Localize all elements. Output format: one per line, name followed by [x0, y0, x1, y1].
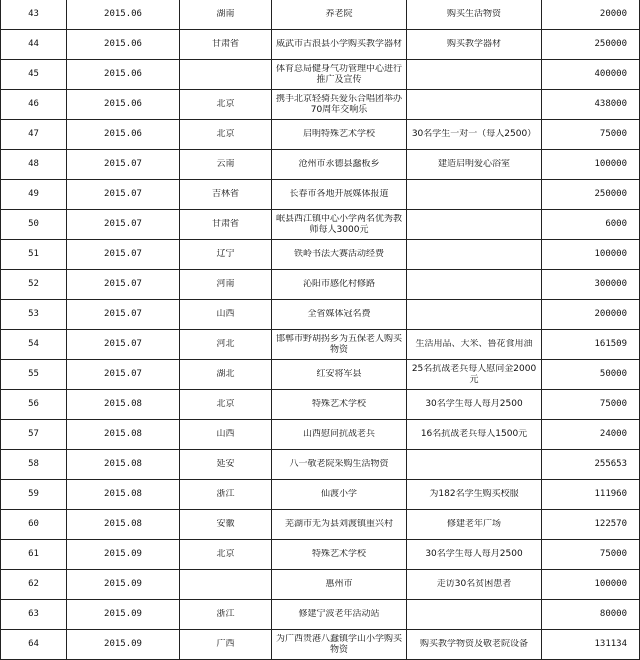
cell-content	[407, 390, 542, 420]
cell-index-text: 63	[28, 609, 39, 619]
cell-region-text: 甘肃省	[211, 39, 239, 49]
table-row	[1, 0, 640, 30]
cell-region-text: 浙江	[216, 489, 235, 499]
cell-amount-text: 80000	[599, 609, 627, 619]
cell-amount-text: 20000	[599, 9, 627, 19]
cell-region	[180, 0, 272, 30]
cell-project	[272, 30, 407, 60]
cell-content	[407, 510, 542, 540]
cell-content	[407, 120, 542, 150]
cell-content	[407, 240, 542, 270]
cell-date-text: 2015.09	[104, 579, 142, 589]
cell-amount-text: 122570	[594, 519, 627, 529]
cell-index-text: 58	[28, 459, 39, 469]
cell-amount-text: 161509	[594, 339, 627, 349]
cell-amount	[542, 540, 640, 570]
cell-index	[1, 30, 67, 60]
cell-index	[1, 120, 67, 150]
cell-date-text: 2015.08	[104, 489, 142, 499]
cell-date-text: 2015.06	[104, 9, 142, 19]
cell-region	[180, 30, 272, 60]
cell-index-text: 52	[28, 279, 39, 289]
cell-date	[67, 570, 180, 600]
cell-content	[407, 450, 542, 480]
cell-project-text: 体育总局健身气功管理中心进行推广及宣传	[275, 63, 402, 85]
cell-region	[180, 570, 272, 600]
cell-region-text: 北京	[216, 129, 235, 139]
table-row	[1, 450, 640, 480]
cell-amount-text: 100000	[594, 249, 627, 259]
cell-date-text: 2015.06	[104, 69, 142, 79]
cell-amount-text: 111960	[594, 489, 627, 499]
cell-region-text: 广西	[216, 639, 235, 649]
table-body	[1, 0, 640, 660]
cell-amount	[542, 270, 640, 300]
cell-content-text: 建造启明爱心浴室	[437, 159, 510, 169]
cell-content-text: 30名学生每人每月2500	[425, 399, 523, 409]
cell-date	[67, 630, 180, 660]
cell-amount-text: 200000	[594, 309, 627, 319]
cell-index-text: 62	[28, 579, 39, 589]
table-row	[1, 600, 640, 630]
cell-amount	[542, 630, 640, 660]
cell-region	[180, 480, 272, 510]
cell-region-text: 北京	[216, 399, 235, 409]
cell-index-text: 45	[28, 69, 39, 79]
cell-index	[1, 600, 67, 630]
cell-date-text: 2015.07	[104, 219, 142, 229]
cell-project	[272, 210, 407, 240]
cell-index	[1, 330, 67, 360]
cell-region	[180, 330, 272, 360]
cell-date-text: 2015.09	[104, 549, 142, 559]
cell-amount-text: 24000	[599, 429, 627, 439]
cell-region-text: 山西	[216, 309, 235, 319]
table-row	[1, 210, 640, 240]
cell-region-text: 湖北	[216, 369, 235, 379]
cell-date	[67, 330, 180, 360]
cell-region	[180, 360, 272, 390]
cell-content	[407, 330, 542, 360]
cell-region	[180, 540, 272, 570]
cell-date-text: 2015.07	[104, 159, 142, 169]
cell-project-text: 特殊艺术学校	[311, 549, 366, 559]
cell-amount-text: 6000	[605, 219, 627, 229]
cell-project	[272, 270, 407, 300]
cell-project-text: 仙渡小学	[320, 489, 357, 499]
cell-project	[272, 570, 407, 600]
cell-region-text: 河北	[216, 339, 235, 349]
cell-project	[272, 480, 407, 510]
table-row	[1, 390, 640, 420]
cell-amount-text: 50000	[599, 369, 627, 379]
cell-amount-text: 438000	[594, 99, 627, 109]
cell-project	[272, 630, 407, 660]
cell-date-text: 2015.06	[104, 39, 142, 49]
table-row	[1, 150, 640, 180]
cell-date	[67, 0, 180, 30]
cell-project	[272, 330, 407, 360]
cell-project-text: 沧州市永德县蠢板乡	[298, 159, 380, 169]
cell-content	[407, 300, 542, 330]
cell-index-text: 64	[28, 639, 39, 649]
cell-project	[272, 180, 407, 210]
cell-date	[67, 210, 180, 240]
cell-project	[272, 120, 407, 150]
cell-amount-text: 300000	[594, 279, 627, 289]
cell-amount-text: 250000	[594, 39, 627, 49]
cell-amount	[542, 120, 640, 150]
cell-date-text: 2015.09	[104, 639, 142, 649]
cell-index-text: 48	[28, 159, 39, 169]
cell-amount-text: 100000	[594, 579, 627, 589]
table-row	[1, 420, 640, 450]
cell-index	[1, 570, 67, 600]
cell-project	[272, 510, 407, 540]
cell-index	[1, 240, 67, 270]
cell-index-text: 60	[28, 519, 39, 529]
cell-project-text: 邯郸市野胡拐乡为五保老人购买物资	[275, 333, 402, 355]
cell-index-text: 46	[28, 99, 39, 109]
cell-index-text: 55	[28, 369, 39, 379]
cell-project	[272, 360, 407, 390]
cell-region	[180, 150, 272, 180]
cell-content-text: 30名学生一对一（每人2500）	[411, 129, 537, 139]
cell-content	[407, 210, 542, 240]
cell-project-text: 携手北京轻骑兵爱乐合唱团举办70周年交响乐	[275, 93, 402, 115]
cell-content-text: 为182名学生购买校服	[429, 489, 519, 499]
cell-content	[407, 480, 542, 510]
cell-index-text: 54	[28, 339, 39, 349]
cell-date	[67, 510, 180, 540]
cell-project	[272, 90, 407, 120]
table-row	[1, 270, 640, 300]
cell-amount-text: 100000	[594, 159, 627, 169]
cell-amount-text: 400000	[594, 69, 627, 79]
cell-project-text: 芜湖市无为县刘渡镇重兴村	[284, 519, 393, 529]
cell-region-text: 安徽	[216, 519, 235, 529]
cell-amount	[542, 360, 640, 390]
cell-index	[1, 360, 67, 390]
cell-amount-text: 250000	[594, 189, 627, 199]
cell-content-text: 25名抗战老兵每人慰问金2000元	[411, 363, 537, 385]
cell-region-text: 河南	[216, 279, 235, 289]
cell-content	[407, 360, 542, 390]
cell-region	[180, 390, 272, 420]
cell-project	[272, 60, 407, 90]
cell-amount	[542, 600, 640, 630]
cell-amount	[542, 90, 640, 120]
cell-project-text: 修建宁波老年活动站	[298, 609, 380, 619]
cell-amount	[542, 210, 640, 240]
cell-amount	[542, 420, 640, 450]
cell-content-text: 购买教学物资及敬老院设备	[419, 639, 528, 649]
cell-content	[407, 0, 542, 30]
cell-content-text: 生活用品、大米、鲁花食用油	[415, 339, 533, 349]
cell-content-text: 修建老年广场	[446, 519, 501, 529]
table-row	[1, 360, 640, 390]
cell-date	[67, 540, 180, 570]
cell-project-text: 山西慰问抗战老兵	[302, 429, 375, 439]
cell-date	[67, 30, 180, 60]
table-row	[1, 180, 640, 210]
cell-content	[407, 630, 542, 660]
cell-date	[67, 60, 180, 90]
table-row	[1, 540, 640, 570]
cell-amount	[542, 450, 640, 480]
cell-index	[1, 180, 67, 210]
cell-project-text: 威武市古浪县小学购买教学器材	[275, 39, 402, 49]
cell-project	[272, 150, 407, 180]
cell-date	[67, 360, 180, 390]
cell-region-text: 湖南	[216, 9, 235, 19]
cell-project-text: 沁阳市感化村修路	[302, 279, 375, 289]
cell-amount	[542, 150, 640, 180]
cell-project	[272, 420, 407, 450]
cell-project	[272, 300, 407, 330]
cell-project	[272, 390, 407, 420]
cell-index	[1, 630, 67, 660]
cell-index-text: 43	[28, 9, 39, 19]
cell-region	[180, 210, 272, 240]
cell-index	[1, 480, 67, 510]
cell-amount	[542, 390, 640, 420]
cell-content-text: 30名学生每人每月2500	[425, 549, 523, 559]
cell-amount	[542, 30, 640, 60]
cell-project-text: 为广西贵港八蠢镇学山小学购买物资	[275, 633, 402, 655]
cell-amount-text: 131134	[594, 639, 627, 649]
cell-index	[1, 60, 67, 90]
cell-project-text: 岷县西江镇中心小学两名优秀教师每人3000元	[275, 213, 402, 235]
cell-index	[1, 0, 67, 30]
cell-index-text: 56	[28, 399, 39, 409]
cell-index-text: 44	[28, 39, 39, 49]
cell-project-text: 启明特殊艺术学校	[302, 129, 375, 139]
cell-index	[1, 210, 67, 240]
cell-content	[407, 270, 542, 300]
cell-amount	[542, 510, 640, 540]
cell-project-text: 长春市各地开展媒体报道	[289, 189, 389, 199]
cell-content	[407, 150, 542, 180]
cell-region-text: 北京	[216, 549, 235, 559]
table-row	[1, 630, 640, 660]
cell-region	[180, 510, 272, 540]
cell-index	[1, 270, 67, 300]
cell-amount	[542, 240, 640, 270]
cell-date-text: 2015.07	[104, 369, 142, 379]
cell-date	[67, 150, 180, 180]
cell-region-text: 云南	[216, 159, 235, 169]
cell-date-text: 2015.06	[104, 99, 142, 109]
cell-index	[1, 90, 67, 120]
cell-project-text: 惠州市	[325, 579, 353, 589]
table-row	[1, 480, 640, 510]
cell-content	[407, 420, 542, 450]
cell-amount	[542, 300, 640, 330]
cell-date-text: 2015.07	[104, 309, 142, 319]
cell-amount-text: 75000	[599, 129, 627, 139]
cell-project-text: 铁岭书法大赛活动经费	[293, 249, 384, 259]
cell-amount	[542, 570, 640, 600]
cell-content	[407, 570, 542, 600]
table-row	[1, 330, 640, 360]
cell-date-text: 2015.07	[104, 189, 142, 199]
cell-region	[180, 420, 272, 450]
cell-index	[1, 510, 67, 540]
cell-content-text: 16名抗战老兵每人1500元	[420, 429, 528, 439]
cell-region-text: 甘肃省	[211, 219, 239, 229]
table-row	[1, 60, 640, 90]
cell-date-text: 2015.08	[104, 399, 142, 409]
table-row	[1, 90, 640, 120]
cell-amount	[542, 60, 640, 90]
cell-region	[180, 120, 272, 150]
cell-date-text: 2015.09	[104, 609, 142, 619]
cell-project	[272, 240, 407, 270]
cell-region-text: 吉林省	[211, 189, 239, 199]
cell-index	[1, 150, 67, 180]
cell-index-text: 53	[28, 309, 39, 319]
cell-amount	[542, 330, 640, 360]
cell-index	[1, 540, 67, 570]
cell-index-text: 61	[28, 549, 39, 559]
cell-date	[67, 450, 180, 480]
table-row	[1, 120, 640, 150]
cell-region	[180, 450, 272, 480]
cell-amount-text: 75000	[599, 399, 627, 409]
cell-region	[180, 180, 272, 210]
cell-project	[272, 0, 407, 30]
cell-date	[67, 270, 180, 300]
cell-content-text: 购买教学器材	[446, 39, 501, 49]
cell-content	[407, 180, 542, 210]
cell-region-text: 延安	[216, 459, 235, 469]
cell-index-text: 50	[28, 219, 39, 229]
cell-content	[407, 90, 542, 120]
cell-region-text: 浙江	[216, 609, 235, 619]
cell-content	[407, 540, 542, 570]
cell-date	[67, 480, 180, 510]
cell-amount-text: 75000	[599, 549, 627, 559]
cell-project-text: 红安将军县	[316, 369, 362, 379]
cell-index-text: 47	[28, 129, 39, 139]
table-row	[1, 510, 640, 540]
cell-region	[180, 90, 272, 120]
cell-project-text: 养老院	[325, 9, 353, 19]
cell-date-text: 2015.07	[104, 249, 142, 259]
cell-content	[407, 60, 542, 90]
cell-index	[1, 300, 67, 330]
cell-date-text: 2015.08	[104, 459, 142, 469]
cell-date	[67, 420, 180, 450]
cell-region	[180, 60, 272, 90]
cell-date-text: 2015.07	[104, 339, 142, 349]
cell-project	[272, 450, 407, 480]
cell-region	[180, 240, 272, 270]
cell-project-text: 八一敬老院采购生活物资	[289, 459, 389, 469]
cell-date-text: 2015.07	[104, 279, 142, 289]
cell-project-text: 特殊艺术学校	[311, 399, 366, 409]
cell-project	[272, 540, 407, 570]
cell-index-text: 59	[28, 489, 39, 499]
cell-index	[1, 390, 67, 420]
table-row	[1, 300, 640, 330]
cell-region	[180, 300, 272, 330]
cell-index	[1, 420, 67, 450]
cell-date	[67, 180, 180, 210]
cell-index-text: 51	[28, 249, 39, 259]
cell-date-text: 2015.08	[104, 519, 142, 529]
cell-content	[407, 600, 542, 630]
cell-content	[407, 30, 542, 60]
cell-region	[180, 270, 272, 300]
cell-content-text: 购买生活物资	[446, 9, 501, 19]
cell-index-text: 57	[28, 429, 39, 439]
table-row	[1, 30, 640, 60]
cell-amount	[542, 180, 640, 210]
cell-region-text: 北京	[216, 99, 235, 109]
cell-date	[67, 240, 180, 270]
cell-date	[67, 120, 180, 150]
cell-date	[67, 300, 180, 330]
cell-region-text: 山西	[216, 429, 235, 439]
cell-date-text: 2015.08	[104, 429, 142, 439]
cell-index-text: 49	[28, 189, 39, 199]
cell-content-text: 走访30名贫困患者	[436, 579, 512, 589]
cell-date	[67, 600, 180, 630]
cell-date-text: 2015.06	[104, 129, 142, 139]
cell-project	[272, 600, 407, 630]
cell-region	[180, 630, 272, 660]
table-row	[1, 240, 640, 270]
cell-amount	[542, 480, 640, 510]
cell-region-text: 辽宁	[216, 249, 235, 259]
cell-index	[1, 450, 67, 480]
cell-region	[180, 600, 272, 630]
cell-amount-text: 255653	[594, 459, 627, 469]
cell-project-text: 全省媒体冠名费	[307, 309, 371, 319]
cell-date	[67, 90, 180, 120]
cell-amount	[542, 0, 640, 30]
table-row	[1, 570, 640, 600]
cell-date	[67, 390, 180, 420]
